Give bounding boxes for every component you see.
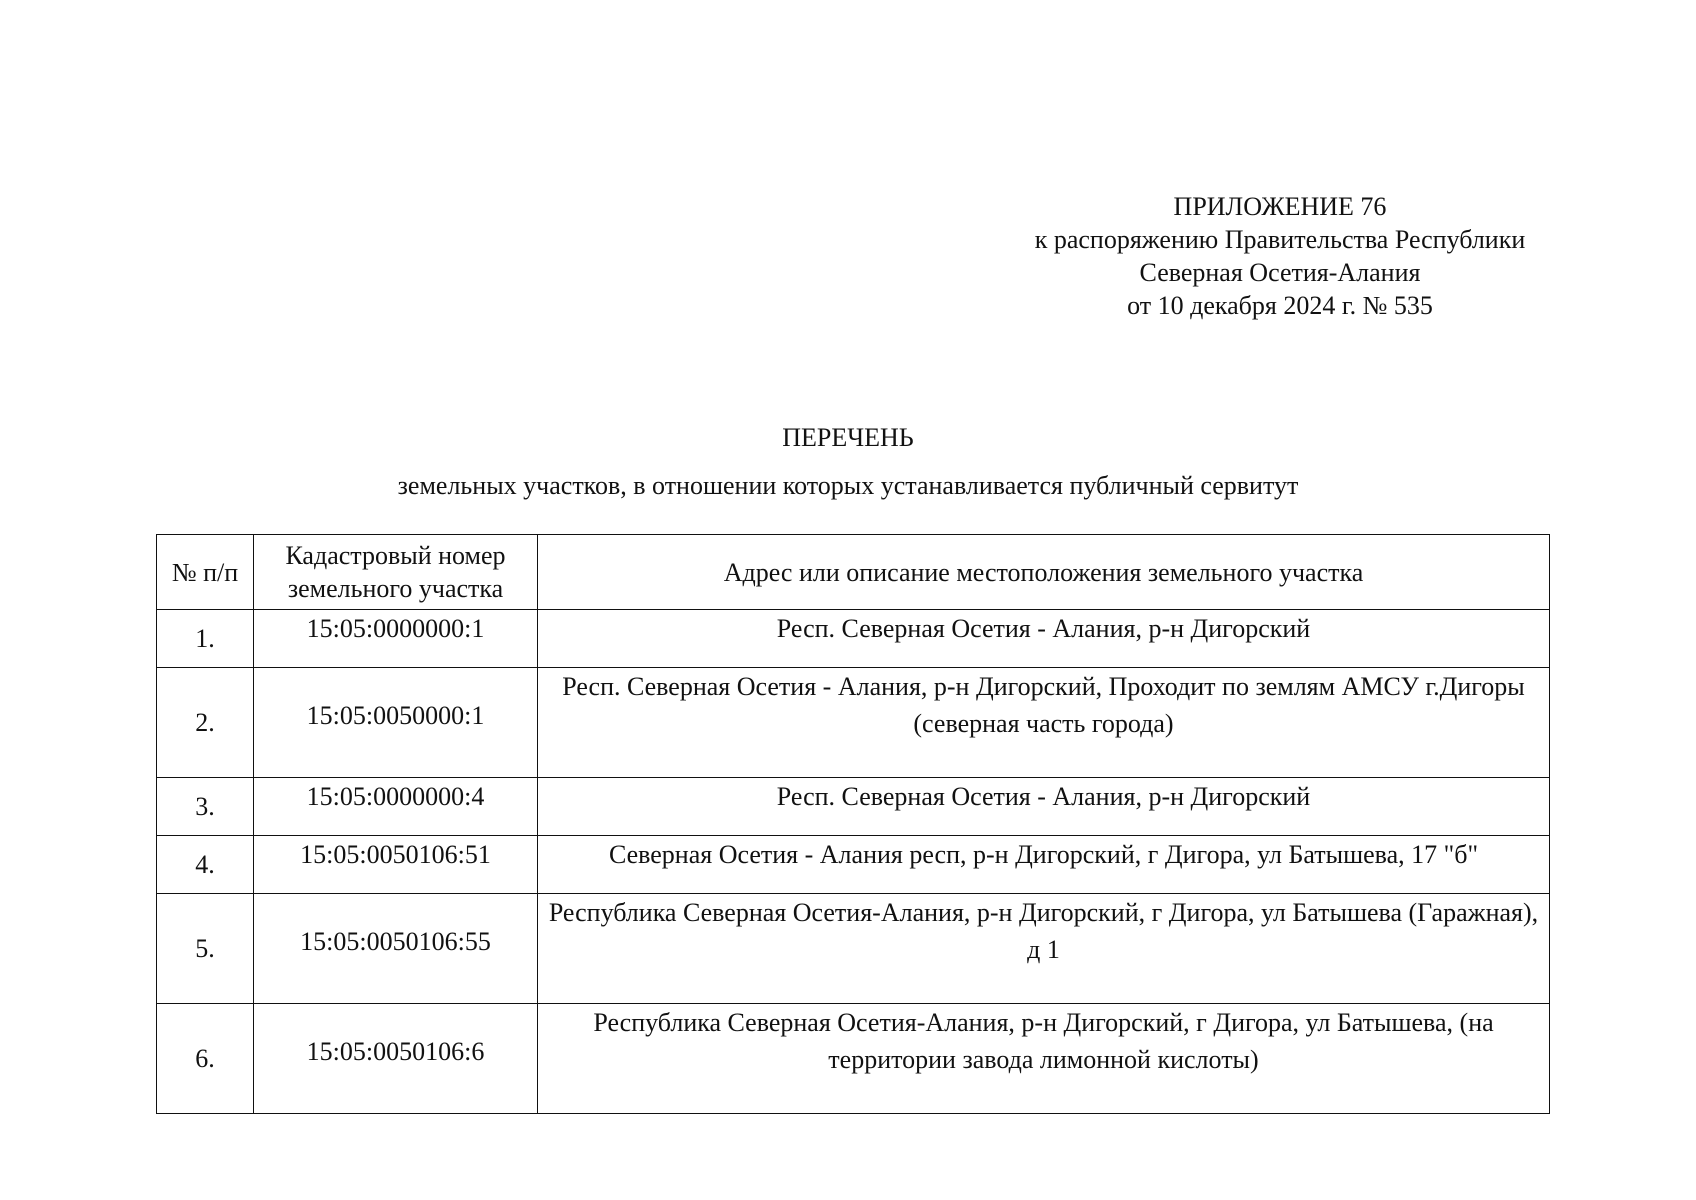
- document-title: ПЕРЕЧЕНЬ: [782, 423, 914, 452]
- row-address: Северная Осетия - Алания респ, р-н Дигорский, г Дигора, ул Батышева, 17 "б": [538, 836, 1550, 894]
- header-number: № п/п: [157, 535, 254, 610]
- table-row: [157, 610, 1550, 668]
- row-address: Республика Северная Осетия-Алания, р-н Дигорский, г Дигора, ул Батышева, (на территории завода лимонной кислоты): [538, 1004, 1550, 1114]
- row-cadastral-number: 15:05:0000000:4: [254, 778, 538, 836]
- row-address: Респ. Северная Осетия - Алания, р-н Дигорский: [538, 778, 1550, 836]
- row-number: 3.: [157, 778, 254, 836]
- row-address: Респ. Северная Осетия - Алания, р-н Дигорский, Проходит по землям АМСУ г.Дигоры (северная часть города): [538, 668, 1550, 778]
- table-row: [157, 668, 1550, 778]
- row-number: 6.: [157, 1004, 254, 1114]
- header-address: Адрес или описание местоположения земельного участка: [538, 535, 1550, 610]
- appendix-date: от 10 декабря 2024 г. № 535: [1127, 291, 1433, 320]
- row-address: Респ. Северная Осетия - Алания, р-н Дигорский: [538, 610, 1550, 668]
- header-cadastral: Кадастровый номер земельного участка: [254, 535, 538, 610]
- row-cadastral-number: 15:05:0000000:1: [254, 610, 538, 668]
- row-cadastral-number: 15:05:0050000:1: [254, 668, 538, 778]
- table-row: [157, 836, 1550, 894]
- document-subtitle: земельных участков, в отношении которых устанавливается публичный сервитут: [397, 471, 1299, 500]
- table-row: [157, 894, 1550, 1004]
- row-number: 4.: [157, 836, 254, 894]
- land-plots-table: [156, 534, 1550, 1114]
- row-number: 1.: [157, 610, 254, 668]
- appendix-reference: к распоряжению Правительства Республики: [1034, 225, 1526, 254]
- row-number: 5.: [157, 894, 254, 1004]
- appendix-block: [960, 190, 1600, 322]
- appendix-number: ПРИЛОЖЕНИЕ 76: [1173, 192, 1387, 221]
- row-number: 2.: [157, 668, 254, 778]
- table-row: [157, 778, 1550, 836]
- row-address: Республика Северная Осетия-Алания, р-н Дигорский, г Дигора, ул Батышева (Гаражная), д 1: [538, 894, 1550, 1004]
- appendix-republic: Северная Осетия-Алания: [1139, 258, 1421, 287]
- row-cadastral-number: 15:05:0050106:55: [254, 894, 538, 1004]
- row-cadastral-number: 15:05:0050106:6: [254, 1004, 538, 1114]
- table-header-row: [157, 535, 1550, 610]
- table-row: [157, 1004, 1550, 1114]
- row-cadastral-number: 15:05:0050106:51: [254, 836, 538, 894]
